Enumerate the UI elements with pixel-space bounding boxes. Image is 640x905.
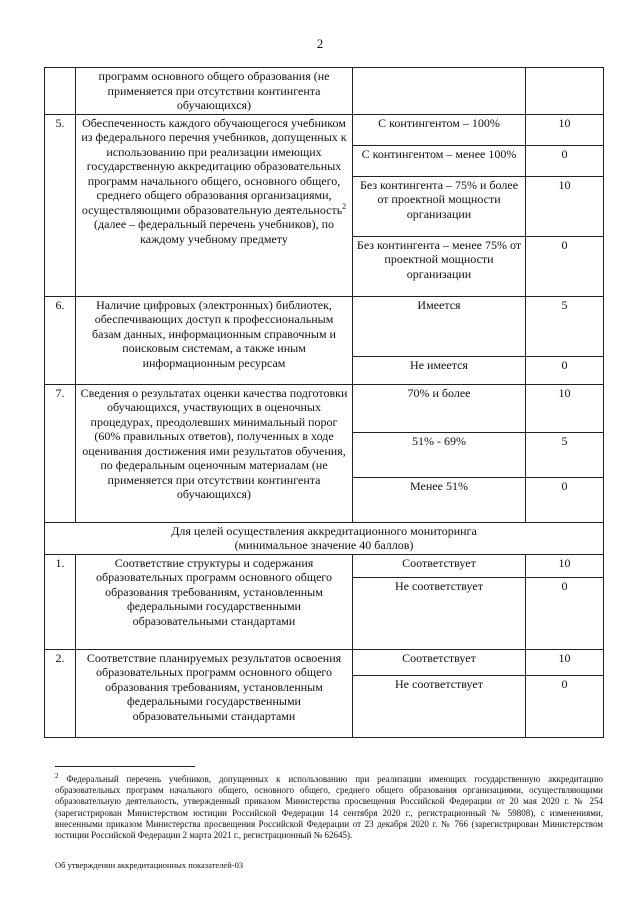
table-row <box>45 384 604 432</box>
document-code: Об утверждении аккредитационных показателей-03 <box>55 860 244 870</box>
row-number-cell: 2. <box>45 649 76 737</box>
score-cell: 0 <box>526 675 604 737</box>
footnote <box>55 774 603 841</box>
section-header <box>45 522 604 554</box>
option-cell: Без контингента – 75% и более от проектной мощности организации <box>353 176 526 236</box>
option-cell: 70% и более <box>353 384 526 432</box>
option-cell: Соответствует <box>353 554 526 577</box>
criterion-text: (далее – федеральный перечень учебников), по каждому учебному предмету <box>94 217 334 246</box>
option-cell: Не имеется <box>353 356 526 384</box>
score-cell <box>526 68 604 115</box>
option-cell: Не соответствует <box>353 675 526 737</box>
score-cell: 0 <box>526 477 604 522</box>
criterion-cell: программ основного общего образования (не применяется при отсутствии контингента обучающихся) <box>76 68 353 115</box>
score-cell: 0 <box>526 145 604 176</box>
section-subtitle: (минимальное значение 40 баллов) <box>234 538 414 552</box>
table-row <box>45 554 604 577</box>
table-row <box>45 649 604 675</box>
criterion-text: Обеспеченность каждого обучающегося учебником из федерального перечня учебников, допущенных к использованию при реализации имеющих государственную аккредитацию образовательных программ начального общего, основного общего, среднего общего образования организациями, осуществляющими образовательную деятельность <box>81 115 347 217</box>
option-cell: С контингентом – 100% <box>353 114 526 145</box>
score-cell: 5 <box>526 432 604 477</box>
footnote-text: Федеральный перечень учебников, допущенных к использованию при реализации имеющих государственную аккредитацию образовательных программ начального общего, основного общего, среднего общего образования организациями, осуществляющими образовательную деятельность, утвержденный приказом Министерства просвещения Российской Федерации от 20 мая 2020 г. № 254 (зарегистрирован Министерством юстиции Российской Федерации 14 сентября 2020 г., регистрационный № 59808), с изменениями, внесенными приказом Министерства просвещения Российской Федерации от 23 декабря 2020 г. № 766 (зарегистрирован Министерством юстиции Российской Федерации 2 марта 2021 г., регистрационный № 62645). <box>55 774 604 841</box>
page-number: 2 <box>316 36 324 51</box>
option-cell: Менее 51% <box>353 477 526 522</box>
score-cell: 0 <box>526 236 604 296</box>
score-cell: 10 <box>526 384 604 432</box>
score-cell: 10 <box>526 114 604 145</box>
criterion-cell: Наличие цифровых (электронных) библиотек, обеспечивающих доступ к профессиональным базам данных, информационным справочным и поисковым системам, а также иным информационным ресурсам <box>76 296 353 384</box>
section-header-row <box>45 522 604 554</box>
table-row <box>45 296 604 356</box>
footnote-mark: 2 <box>342 201 347 211</box>
option-cell: 51% - 69% <box>353 432 526 477</box>
option-cell: Соответствует <box>353 649 526 675</box>
criterion-cell: Соответствие планируемых результатов освоения образовательных программ основного общего образования требованиям, установленным федеральными государственными образовательными стандартами <box>76 649 353 737</box>
score-cell: 10 <box>526 176 604 236</box>
score-cell: 10 <box>526 649 604 675</box>
table-row <box>45 114 604 145</box>
score-cell: 0 <box>526 356 604 384</box>
criterion-cell: Соответствие структуры и содержания образовательных программ основного общего образования требованиям, установленным федеральными государственными образовательными стандартами <box>76 554 353 649</box>
footnote-mark: 2 <box>55 772 59 780</box>
criteria-table <box>44 67 604 738</box>
option-cell <box>353 68 526 115</box>
option-cell: Без контингента – менее 75% от проектной мощности организации <box>353 236 526 296</box>
score-cell: 5 <box>526 296 604 356</box>
row-number-cell <box>45 68 76 115</box>
table-row <box>45 68 604 115</box>
option-cell: Не соответствует <box>353 577 526 649</box>
criterion-cell: Сведения о результатах оценки качества подготовки обучающихся, участвующих в оценочных процедурах, преодолевших минимальный порог (60% правильных ответов), полученных в ходе оценивания достижения ими результатов обучения, по федеральным оценочным материалам (не применяется при отсутствии контингента обучающихся) <box>76 384 353 522</box>
section-title: Для целей осуществления аккредитационного мониторинга <box>171 523 477 538</box>
row-number-cell: 1. <box>45 554 76 649</box>
footnote-divider <box>55 766 195 767</box>
score-cell: 10 <box>526 554 604 577</box>
option-cell: Имеется <box>353 296 526 356</box>
score-cell: 0 <box>526 577 604 649</box>
criterion-cell <box>76 114 353 296</box>
row-number-cell: 6. <box>45 296 76 384</box>
option-cell: С контингентом – менее 100% <box>353 145 526 176</box>
row-number-cell: 7. <box>45 384 76 522</box>
row-number-cell: 5. <box>45 114 76 296</box>
